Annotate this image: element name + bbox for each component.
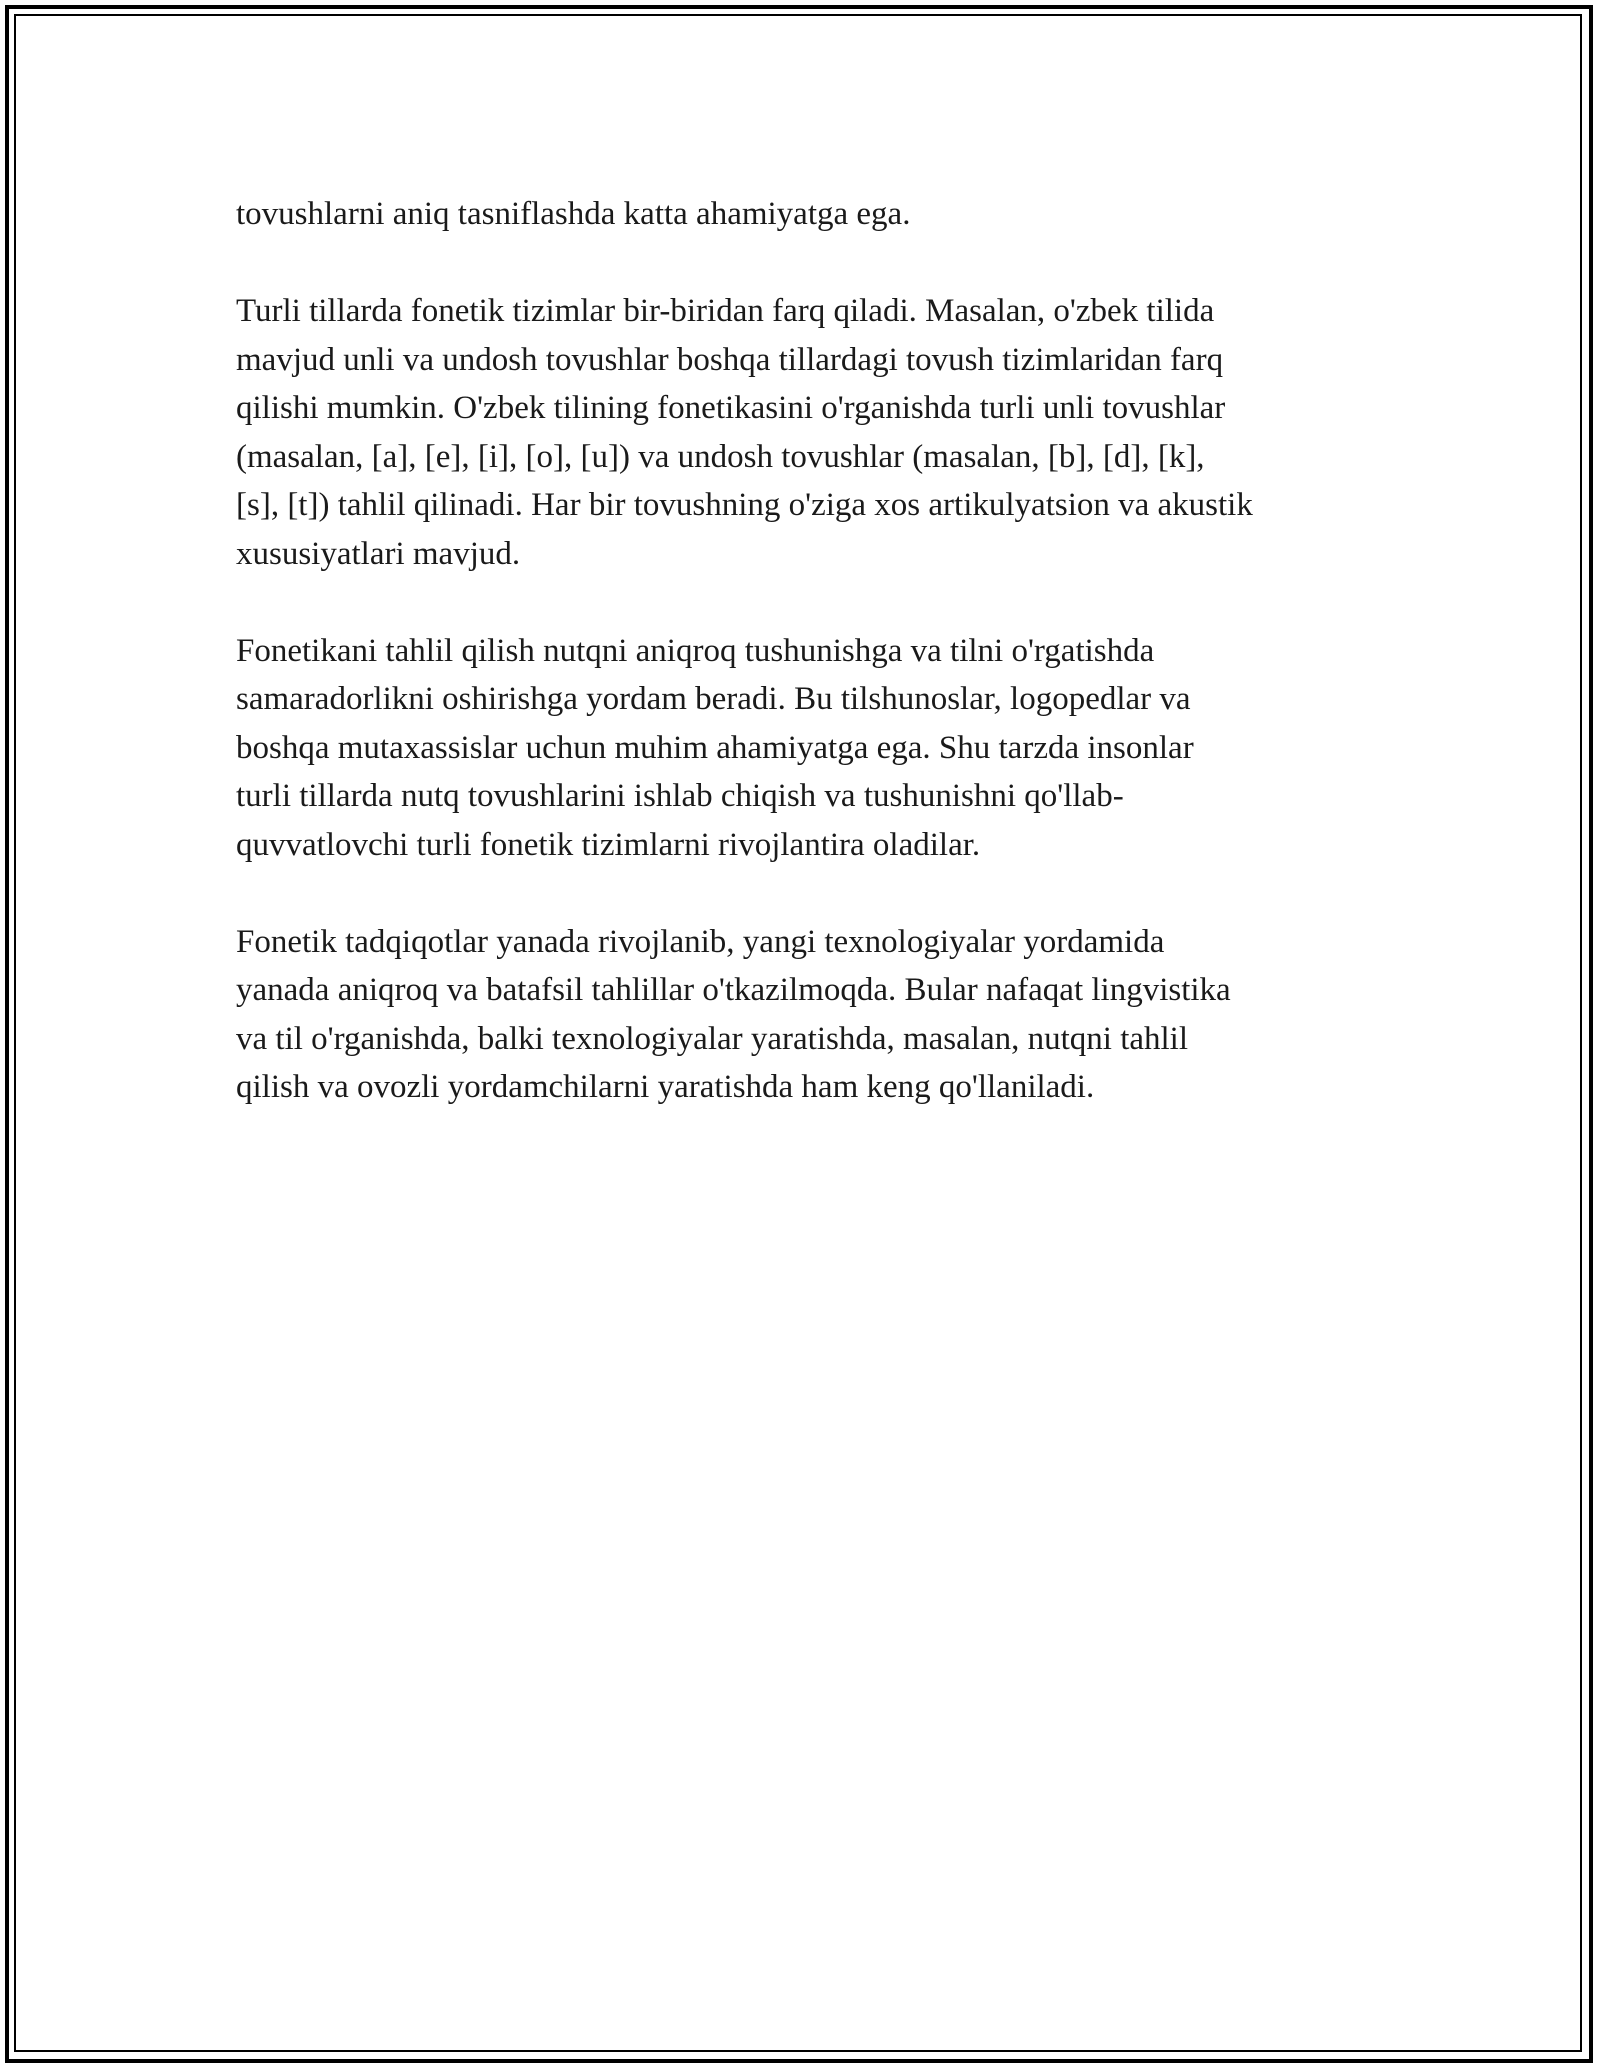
paragraph-2: Turli tillarda fonetik tizimlar bir-biridan farq qiladi. Masalan, o'zbek tilida mavjud unli va undosh tovushlar boshqa tillardagi tovush tizimlaridan farq qilishi mumkin. O'zbek tilining fonetikasini o'rganishda turli unli tovushlar (masalan, [a], [e], [i], [o], [u]) va undosh tovushlar (masalan, [b], [d], [k], [s], [t]) tahlil qilinadi. Har bir tovushning o'ziga xos artikulyatsion va akustik xususiyatlari mavjud. bbox=[236, 293, 1253, 572]
paragraph-3: Fonetikani tahlil qilish nutqni aniqroq tushunishga va tilni o'rgatishda samaradorlikni oshirishga yordam beradi. Bu tilshunoslar, logopedlar va boshqa mutaxassislar uchun muhim ahamiyatga ega. Shu tarzda insonlar turli tillarda nutq tovushlarini ishlab chiqish va tushunishni qo'llab- quvvatlovchi turli fonetik tizimlarni rivojlantira oladilar. bbox=[236, 632, 1194, 863]
paragraph-1: tovushlarni aniq tasniflashda katta ahamiyatga ega. bbox=[236, 196, 911, 232]
paragraph-4: Fonetik tadqiqotlar yanada rivojlanib, yangi texnologiyalar yordamida yanada aniqroq va batafsil tahlillar o'tkazilmoqda. Bular nafaqat lingvistika va til o'rganishda, balki texnologiyalar yaratishda, masalan, nutqni tahlil qilish va ovozli yordamchilarni yaratishda ham keng qo'llaniladi. bbox=[236, 923, 1231, 1105]
document-body bbox=[236, 190, 1406, 1160]
